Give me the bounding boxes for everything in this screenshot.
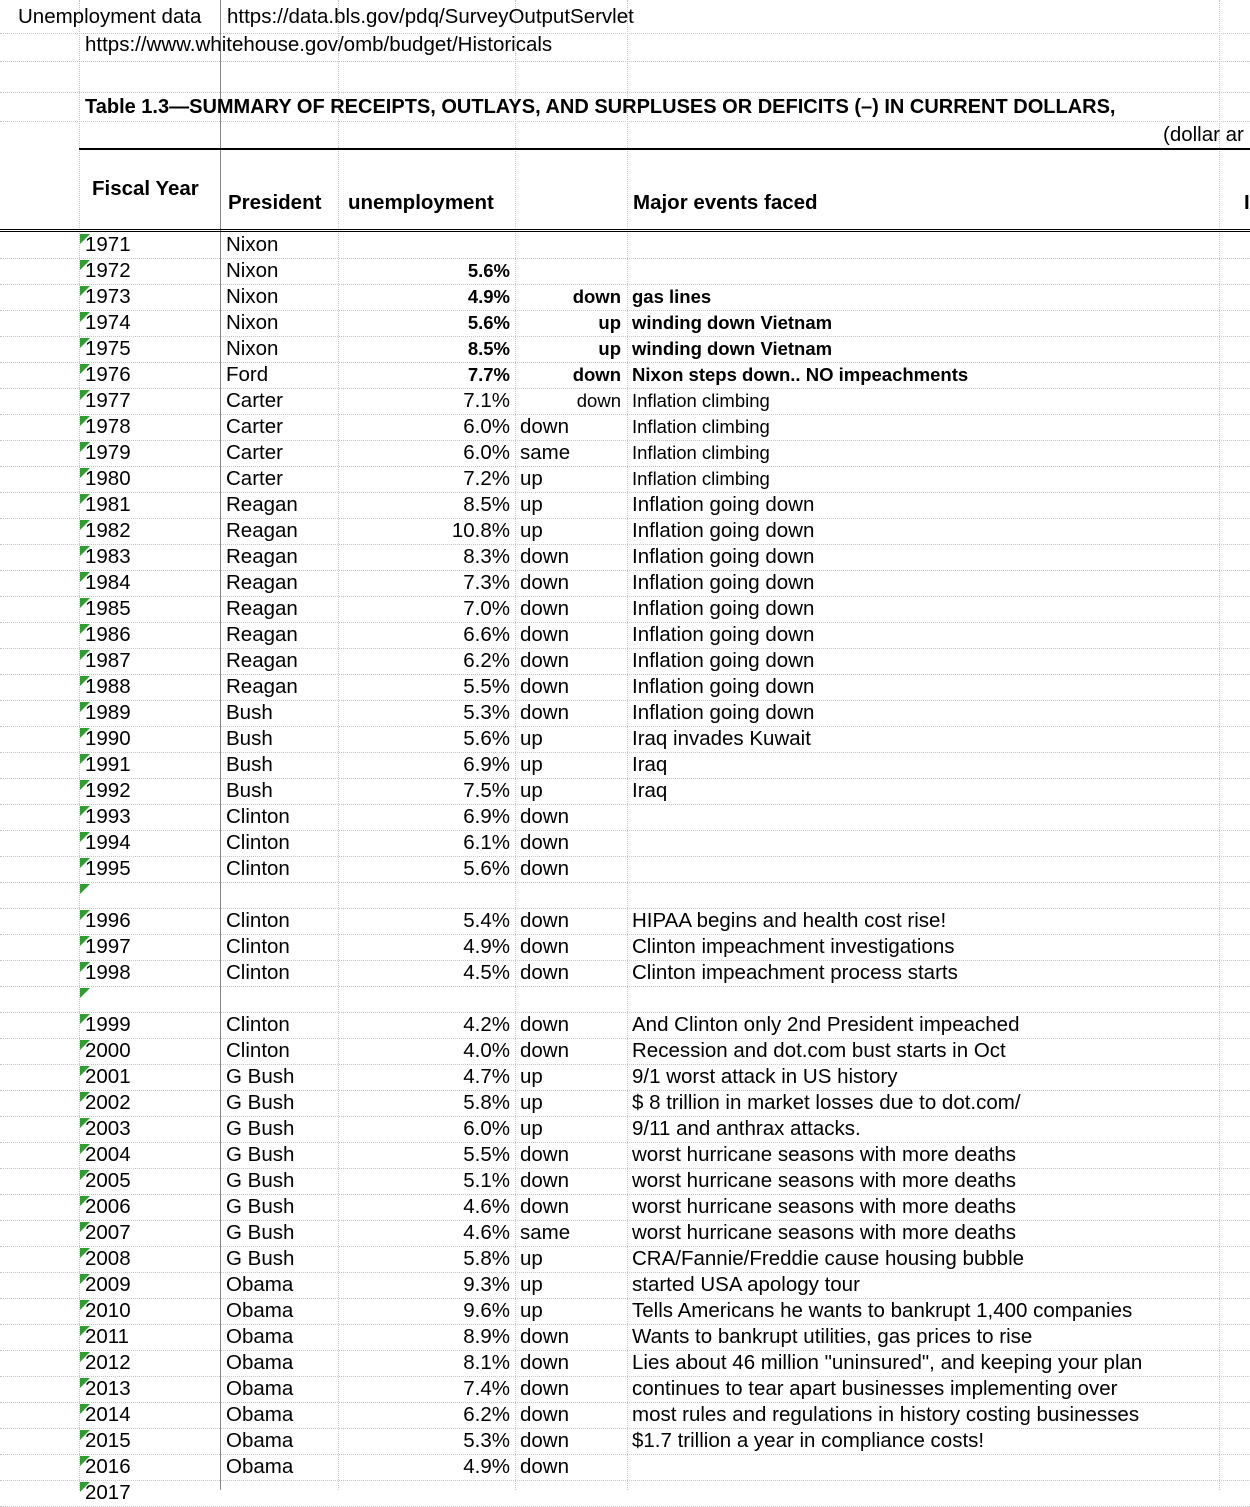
- grid-row-line: [0, 1454, 1250, 1455]
- cell-fiscal-year[interactable]: 2014: [85, 1403, 131, 1426]
- grid-row-line: [0, 284, 1250, 285]
- grid-col-e: [627, 0, 628, 1490]
- cell-president[interactable]: Obama: [226, 1455, 294, 1478]
- cell-trend[interactable]: up: [520, 779, 543, 802]
- cell-president[interactable]: Clinton: [226, 935, 290, 958]
- cell-trend[interactable]: [517, 258, 621, 284]
- cell-president[interactable]: Nixon: [226, 285, 279, 308]
- grid-row-line: [0, 310, 1250, 311]
- cell-unemployment[interactable]: 8.3%: [463, 545, 510, 568]
- cell-event[interactable]: worst hurricane seasons with more deaths: [632, 1143, 1016, 1166]
- cell-trend[interactable]: down: [520, 961, 570, 984]
- cell-president[interactable]: Carter: [226, 415, 283, 438]
- cell-event[interactable]: $ 8 trillion in market losses due to dot.com/: [632, 1091, 1021, 1114]
- cell-president[interactable]: Reagan: [226, 571, 298, 594]
- cell-fiscal-year[interactable]: 1983: [85, 545, 131, 568]
- cell-trend[interactable]: up: [520, 753, 543, 776]
- grid-row-line: [0, 960, 1250, 961]
- cell-fiscal-year[interactable]: 1992: [85, 779, 131, 802]
- cell-event[interactable]: worst hurricane seasons with more deaths: [632, 1221, 1016, 1244]
- cell-fiscal-year[interactable]: 2001: [85, 1065, 131, 1088]
- cell-president[interactable]: Reagan: [226, 675, 298, 698]
- cell-trend[interactable]: up: [520, 1247, 543, 1270]
- grid-row-line: [0, 648, 1250, 649]
- cell-trend[interactable]: up: [520, 1091, 543, 1114]
- cell-event[interactable]: gas lines: [632, 286, 712, 307]
- cell-trend[interactable]: down: [520, 1351, 570, 1374]
- cell-event[interactable]: Inflation going down: [632, 675, 815, 698]
- cell-event[interactable]: And Clinton only 2nd President impeached: [632, 1013, 1020, 1036]
- cell-unemployment[interactable]: 4.2%: [463, 1013, 510, 1036]
- cell-trend[interactable]: down: [520, 597, 570, 620]
- cell-unemployment[interactable]: 5.8%: [463, 1091, 510, 1114]
- cell-event[interactable]: Inflation going down: [632, 701, 815, 724]
- grid-col-f: [1219, 0, 1220, 1490]
- cell-unemployment[interactable]: 6.9%: [463, 805, 510, 828]
- cell-president[interactable]: Bush: [226, 779, 273, 802]
- cell-event[interactable]: Inflation going down: [632, 571, 815, 594]
- grid-row-line: [0, 1064, 1250, 1065]
- cell-trend[interactable]: down: [520, 1039, 570, 1062]
- grid-row-line: [0, 986, 1250, 987]
- grid-col-a: [79, 0, 80, 1490]
- cell-president[interactable]: Ford: [226, 363, 269, 386]
- cell-trend[interactable]: up: [520, 1117, 543, 1140]
- cell-fiscal-year[interactable]: 1989: [85, 701, 131, 724]
- cell-president[interactable]: Bush: [226, 753, 273, 776]
- cell-event[interactable]: 9/11 and anthrax attacks.: [632, 1117, 861, 1140]
- cell-unemployment[interactable]: 5.5%: [463, 1143, 510, 1166]
- cell-trend[interactable]: down: [572, 364, 621, 385]
- cell-trend[interactable]: up: [598, 338, 621, 359]
- cell-fiscal-year[interactable]: 1993: [85, 805, 131, 828]
- grid-row-line: [0, 570, 1250, 571]
- cell-fiscal-year[interactable]: 2008: [85, 1247, 131, 1270]
- grid-row-line: [0, 121, 1250, 122]
- grid-col-c: [338, 0, 339, 1490]
- cell-unemployment[interactable]: 4.9%: [463, 1455, 510, 1478]
- cell-event[interactable]: HIPAA begins and health cost rise!: [632, 909, 947, 932]
- cell-trend[interactable]: down: [520, 909, 570, 932]
- cell-unemployment[interactable]: 9.6%: [463, 1299, 510, 1322]
- header-bottom-rule: [0, 229, 1250, 232]
- source-label: Unemployment data: [18, 5, 202, 28]
- grid-row-line: [0, 674, 1250, 675]
- grid-row-line: [0, 440, 1250, 441]
- grid-row-line: [0, 1168, 1250, 1169]
- cell-unemployment[interactable]: 6.2%: [463, 649, 510, 672]
- grid-row-line: [0, 388, 1250, 389]
- cell-fiscal-year[interactable]: 2009: [85, 1273, 131, 1296]
- cell-event[interactable]: 9/1 worst attack in US history: [632, 1065, 898, 1088]
- cell-fiscal-year[interactable]: 1985: [85, 597, 131, 620]
- cell-unemployment[interactable]: 10.8%: [451, 519, 510, 542]
- grid-col-b: [220, 0, 221, 1490]
- cell-event[interactable]: Nixon steps down.. NO impeachments: [632, 364, 969, 385]
- cell-fiscal-year[interactable]: 1982: [85, 519, 131, 542]
- grid-row-line: [0, 258, 1250, 259]
- cell-unemployment[interactable]: [340, 986, 510, 1012]
- grid-row-line: [0, 492, 1250, 493]
- cell-president[interactable]: Obama: [226, 1325, 294, 1348]
- cell-event[interactable]: worst hurricane seasons with more deaths: [632, 1195, 1016, 1218]
- cell-unemployment[interactable]: 8.5%: [467, 338, 510, 359]
- cell-fiscal-year[interactable]: 2006: [85, 1195, 131, 1218]
- col-header-fiscal-year[interactable]: Fiscal Year: [92, 177, 199, 200]
- cell-unemployment[interactable]: 6.1%: [463, 831, 510, 854]
- col-header-unemployment[interactable]: unemployment: [348, 191, 494, 214]
- grid-row-line: [0, 1220, 1250, 1221]
- cell-fiscal-year[interactable]: 1988: [85, 675, 131, 698]
- cell-trend[interactable]: up: [520, 467, 543, 490]
- cell-president[interactable]: Clinton: [226, 831, 290, 854]
- cell-fiscal-year[interactable]: 2012: [85, 1351, 131, 1374]
- cell-trend[interactable]: [517, 232, 621, 258]
- cell-unemployment[interactable]: 6.2%: [463, 1403, 510, 1426]
- cell-fiscal-year[interactable]: 2003: [85, 1117, 131, 1140]
- grid-row-line: [0, 336, 1250, 337]
- cell-fiscal-year[interactable]: 2000: [85, 1039, 131, 1062]
- cell-unemployment[interactable]: 4.0%: [463, 1039, 510, 1062]
- cell-unemployment[interactable]: 4.7%: [463, 1065, 510, 1088]
- cell-unemployment[interactable]: 5.4%: [463, 909, 510, 932]
- cell-event[interactable]: Inflation going down: [632, 545, 815, 568]
- cell-trend[interactable]: down: [520, 805, 570, 828]
- grid-row-line: [0, 726, 1250, 727]
- cell-president[interactable]: G Bush: [226, 1169, 295, 1192]
- cell-fiscal-year[interactable]: 1996: [85, 909, 131, 932]
- grid-row-line: [0, 61, 1250, 62]
- grid-row-line: [0, 414, 1250, 415]
- cell-president[interactable]: Nixon: [226, 259, 279, 282]
- grid-row-line: [0, 778, 1250, 779]
- col-header-events[interactable]: Major events faced: [633, 191, 818, 214]
- grid-row-line: [0, 1246, 1250, 1247]
- cell-trend[interactable]: down: [520, 857, 570, 880]
- cell-trend[interactable]: down: [520, 1143, 570, 1166]
- cell-unemployment[interactable]: 7.3%: [463, 571, 510, 594]
- cell-president[interactable]: Reagan: [226, 493, 298, 516]
- whitehouse-link[interactable]: https://www.whitehouse.gov/omb/budget/Historicals: [85, 33, 553, 56]
- cell-president[interactable]: Clinton: [226, 909, 290, 932]
- cell-fiscal-year[interactable]: 1986: [85, 623, 131, 646]
- dollar-note: (dollar ar: [1163, 123, 1244, 146]
- grid-row-line: [0, 804, 1250, 805]
- cell-unemployment[interactable]: 6.0%: [463, 415, 510, 438]
- cell-event[interactable]: Lies about 46 million "uninsured", and keeping your plan: [632, 1351, 1143, 1374]
- cell-event[interactable]: most rules and regulations in history costing businesses: [632, 1403, 1140, 1426]
- cell-trend[interactable]: down: [572, 286, 621, 307]
- cell-fiscal-year[interactable]: 1995: [85, 857, 131, 880]
- cell-president[interactable]: G Bush: [226, 1091, 295, 1114]
- grid-row-line: [0, 518, 1250, 519]
- cell-unemployment[interactable]: [340, 1480, 510, 1506]
- cell-trend[interactable]: down: [520, 675, 570, 698]
- cell-president[interactable]: Carter: [226, 441, 283, 464]
- cell-fiscal-year[interactable]: 2011: [85, 1325, 130, 1348]
- cell-trend[interactable]: same: [520, 1221, 571, 1244]
- comment-marker-icon[interactable]: [80, 988, 90, 998]
- cell-trend[interactable]: down: [576, 390, 621, 411]
- cell-president[interactable]: Reagan: [226, 623, 298, 646]
- cell-president[interactable]: Nixon: [226, 311, 279, 334]
- cell-fiscal-year[interactable]: 1975: [85, 337, 131, 360]
- cell-president[interactable]: Clinton: [226, 1039, 290, 1062]
- cell-unemployment[interactable]: 5.5%: [463, 675, 510, 698]
- cell-trend[interactable]: up: [598, 312, 621, 333]
- cell-event[interactable]: Clinton impeachment process starts: [632, 961, 958, 984]
- cell-unemployment[interactable]: 4.9%: [467, 286, 510, 307]
- cell-fiscal-year[interactable]: 1984: [85, 571, 131, 594]
- table-title: Table 1.3—SUMMARY OF RECEIPTS, OUTLAYS, AND SURPLUSES OR DEFICITS (–) IN CURRENT DOLLARS,: [85, 96, 1116, 118]
- cell-fiscal-year[interactable]: 1977: [85, 389, 131, 412]
- cell-president[interactable]: G Bush: [226, 1117, 295, 1140]
- cell-event[interactable]: worst hurricane seasons with more deaths: [632, 1169, 1016, 1192]
- cell-event[interactable]: Iraq: [632, 779, 668, 802]
- cell-unemployment[interactable]: 7.0%: [463, 597, 510, 620]
- cell-event[interactable]: Inflation going down: [632, 493, 815, 516]
- cell-event[interactable]: $1.7 trillion a year in compliance costs!: [632, 1429, 985, 1452]
- cell-event[interactable]: Iraq: [632, 753, 668, 776]
- cell-fiscal-year[interactable]: 2004: [85, 1143, 131, 1166]
- cell-trend[interactable]: down: [520, 1169, 570, 1192]
- cell-event[interactable]: Inflation climbing: [632, 416, 770, 437]
- grid-row-line: [0, 622, 1250, 623]
- grid-row-line: [0, 830, 1250, 831]
- cell-fiscal-year[interactable]: 1980: [85, 467, 131, 490]
- cell-president[interactable]: Nixon: [226, 233, 279, 256]
- cell-trend[interactable]: down: [520, 1195, 570, 1218]
- cell-unemployment[interactable]: [340, 232, 510, 258]
- grid-row-line: [0, 1324, 1250, 1325]
- cell-president[interactable]: Carter: [226, 389, 283, 412]
- cell-event[interactable]: winding down Vietnam: [632, 312, 833, 333]
- grid-row-line: [0, 856, 1250, 857]
- cell-president[interactable]: Clinton: [226, 805, 290, 828]
- cell-president[interactable]: Reagan: [226, 649, 298, 672]
- cell-fiscal-year[interactable]: 2007: [85, 1221, 131, 1244]
- cell-trend[interactable]: up: [520, 519, 543, 542]
- cell-trend[interactable]: down: [520, 1013, 570, 1036]
- cell-president[interactable]: G Bush: [226, 1247, 295, 1270]
- cell-event[interactable]: winding down Vietnam: [632, 338, 833, 359]
- cell-president[interactable]: Clinton: [226, 961, 290, 984]
- grid-row-line: [0, 466, 1250, 467]
- cell-president[interactable]: Obama: [226, 1273, 294, 1296]
- cell-fiscal-year[interactable]: 1990: [85, 727, 131, 750]
- cell-president[interactable]: Reagan: [226, 597, 298, 620]
- cell-fiscal-year[interactable]: 1998: [85, 961, 131, 984]
- cell-unemployment[interactable]: 7.5%: [463, 779, 510, 802]
- grid-row-line: [0, 1480, 1250, 1481]
- cell-fiscal-year[interactable]: 1978: [85, 415, 131, 438]
- cell-president[interactable]: Bush: [226, 727, 273, 750]
- grid-row-line: [0, 752, 1250, 753]
- cell-trend[interactable]: up: [520, 1299, 543, 1322]
- cell-president[interactable]: Obama: [226, 1403, 294, 1426]
- cell-president[interactable]: Clinton: [226, 857, 290, 880]
- cell-event[interactable]: Inflation climbing: [632, 442, 770, 463]
- grid-row-line: [0, 1428, 1250, 1429]
- cell-unemployment[interactable]: 6.0%: [463, 441, 510, 464]
- cell-event[interactable]: Inflation going down: [632, 597, 815, 620]
- col-header-president[interactable]: President: [228, 191, 322, 214]
- cell-trend[interactable]: up: [520, 1065, 543, 1088]
- cell-trend[interactable]: up: [520, 1273, 543, 1296]
- cell-unemployment[interactable]: 5.6%: [467, 312, 510, 333]
- cell-trend[interactable]: down: [520, 701, 570, 724]
- cell-fiscal-year[interactable]: 2002: [85, 1091, 131, 1114]
- cell-event[interactable]: Inflation going down: [632, 623, 815, 646]
- cell-event[interactable]: started USA apology tour: [632, 1273, 860, 1296]
- col-header-cut: I: [1244, 191, 1250, 214]
- cell-unemployment[interactable]: 8.9%: [463, 1325, 510, 1348]
- cell-president[interactable]: Clinton: [226, 1013, 290, 1036]
- cell-event[interactable]: Inflation going down: [632, 519, 815, 542]
- cell-fiscal-year[interactable]: 1994: [85, 831, 131, 854]
- grid-row-line: [0, 1194, 1250, 1195]
- cell-trend[interactable]: down: [520, 831, 570, 854]
- cell-president[interactable]: Nixon: [226, 337, 279, 360]
- grid-row-line: [0, 544, 1250, 545]
- cell-trend[interactable]: down: [520, 935, 570, 958]
- cell-event[interactable]: Inflation going down: [632, 649, 815, 672]
- cell-fiscal-year[interactable]: 2010: [85, 1299, 131, 1322]
- cell-unemployment[interactable]: 5.3%: [463, 1429, 510, 1452]
- cell-trend[interactable]: down: [520, 571, 570, 594]
- cell-trend[interactable]: down: [520, 1429, 570, 1452]
- cell-fiscal-year[interactable]: 1973: [85, 285, 131, 308]
- cell-president[interactable]: G Bush: [226, 1143, 295, 1166]
- cell-trend[interactable]: down: [520, 649, 570, 672]
- cell-event[interactable]: Tells Americans he wants to bankrupt 1,400 companies: [632, 1299, 1133, 1322]
- cell-unemployment[interactable]: 8.5%: [463, 493, 510, 516]
- cell-event[interactable]: Recession and dot.com bust starts in Oct: [632, 1039, 1006, 1062]
- grid-row-line: [0, 1116, 1250, 1117]
- cell-president[interactable]: Reagan: [226, 519, 298, 542]
- table-top-rule: [79, 148, 1250, 150]
- cell-fiscal-year[interactable]: 2015: [85, 1429, 131, 1452]
- cell-fiscal-year[interactable]: 2005: [85, 1169, 131, 1192]
- cell-unemployment[interactable]: 5.6%: [463, 727, 510, 750]
- grid-row-line: [0, 1142, 1250, 1143]
- cell-trend[interactable]: down: [520, 1403, 570, 1426]
- cell-fiscal-year[interactable]: 1981: [85, 493, 131, 516]
- cell-president[interactable]: Obama: [226, 1377, 294, 1400]
- cell-unemployment[interactable]: 7.2%: [463, 467, 510, 490]
- cell-fiscal-year[interactable]: 2016: [85, 1455, 131, 1478]
- cell-president[interactable]: Bush: [226, 701, 273, 724]
- cell-president[interactable]: G Bush: [226, 1065, 295, 1088]
- cell-president[interactable]: G Bush: [226, 1221, 295, 1244]
- cell-trend[interactable]: same: [520, 441, 571, 464]
- grid-row-line: [0, 882, 1250, 883]
- cell-president[interactable]: Obama: [226, 1429, 294, 1452]
- cell-unemployment[interactable]: 5.3%: [463, 701, 510, 724]
- cell-fiscal-year[interactable]: 1979: [85, 441, 131, 464]
- cell-fiscal-year[interactable]: 1972: [85, 259, 131, 282]
- grid-row-line: [0, 1272, 1250, 1273]
- cell-event[interactable]: Clinton impeachment investigations: [632, 935, 955, 958]
- cell-fiscal-year[interactable]: 1974: [85, 311, 131, 334]
- bls-link[interactable]: https://data.bls.gov/pdq/SurveyOutputServlet: [227, 5, 634, 28]
- cell-event[interactable]: CRA/Fannie/Freddie cause housing bubble: [632, 1247, 1025, 1270]
- cell-event[interactable]: Inflation climbing: [632, 390, 770, 411]
- cell-president[interactable]: G Bush: [226, 1195, 295, 1218]
- cell-unemployment[interactable]: 5.6%: [463, 857, 510, 880]
- grid-row-line: [0, 1038, 1250, 1039]
- cell-trend[interactable]: down: [520, 1325, 570, 1348]
- cell-unemployment[interactable]: 7.7%: [467, 364, 510, 385]
- cell-fiscal-year[interactable]: 1987: [85, 649, 131, 672]
- cell-president[interactable]: Obama: [226, 1299, 294, 1322]
- cell-unemployment[interactable]: 4.6%: [463, 1195, 510, 1218]
- cell-unemployment[interactable]: [340, 882, 510, 908]
- cell-event[interactable]: Inflation climbing: [632, 468, 770, 489]
- cell-unemployment[interactable]: 7.1%: [463, 389, 510, 412]
- cell-unemployment[interactable]: 4.6%: [463, 1221, 510, 1244]
- cell-unemployment[interactable]: 6.6%: [463, 623, 510, 646]
- cell-fiscal-year[interactable]: 1971: [85, 233, 131, 256]
- cell-unemployment[interactable]: 6.0%: [463, 1117, 510, 1140]
- cell-unemployment[interactable]: 5.1%: [463, 1169, 510, 1192]
- cell-unemployment[interactable]: 5.8%: [463, 1247, 510, 1270]
- cell-trend[interactable]: down: [520, 1377, 570, 1400]
- cell-trend[interactable]: down: [520, 415, 570, 438]
- grid-row-line: [0, 908, 1250, 909]
- grid-row-line: [0, 362, 1250, 363]
- cell-fiscal-year[interactable]: 2013: [85, 1377, 131, 1400]
- grid-row-line: [0, 596, 1250, 597]
- cell-unemployment[interactable]: 6.9%: [463, 753, 510, 776]
- grid-row-line: [0, 92, 1250, 93]
- cell-unemployment[interactable]: 7.4%: [463, 1377, 510, 1400]
- grid-row-line: [0, 1090, 1250, 1091]
- grid-row-line: [0, 700, 1250, 701]
- cell-fiscal-year[interactable]: 2017: [85, 1481, 131, 1504]
- cell-trend[interactable]: down: [520, 623, 570, 646]
- cell-unemployment[interactable]: 4.9%: [463, 935, 510, 958]
- grid-row-line: [0, 1012, 1250, 1013]
- cell-event[interactable]: Iraq invades Kuwait: [632, 727, 811, 750]
- cell-president[interactable]: Obama: [226, 1351, 294, 1374]
- cell-fiscal-year[interactable]: 1999: [85, 1013, 131, 1036]
- cell-fiscal-year[interactable]: 1997: [85, 935, 131, 958]
- grid-col-d: [515, 0, 516, 1490]
- cell-unemployment[interactable]: 4.5%: [463, 961, 510, 984]
- cell-unemployment[interactable]: 9.3%: [463, 1273, 510, 1296]
- cell-event[interactable]: continues to tear apart businesses implementing over: [632, 1377, 1118, 1400]
- comment-marker-icon[interactable]: [80, 884, 90, 894]
- grid-row-line: [0, 934, 1250, 935]
- cell-fiscal-year[interactable]: 1991: [85, 753, 131, 776]
- cell-event[interactable]: Wants to bankrupt utilities, gas prices to rise: [632, 1325, 1033, 1348]
- cell-unemployment[interactable]: 8.1%: [463, 1351, 510, 1374]
- cell-trend[interactable]: up: [520, 493, 543, 516]
- cell-unemployment[interactable]: 5.6%: [467, 260, 510, 281]
- cell-trend[interactable]: up: [520, 727, 543, 750]
- cell-trend[interactable]: down: [520, 545, 570, 568]
- cell-trend[interactable]: down: [520, 1455, 570, 1478]
- cell-fiscal-year[interactable]: 1976: [85, 363, 131, 386]
- cell-president[interactable]: Reagan: [226, 545, 298, 568]
- cell-president[interactable]: Carter: [226, 467, 283, 490]
